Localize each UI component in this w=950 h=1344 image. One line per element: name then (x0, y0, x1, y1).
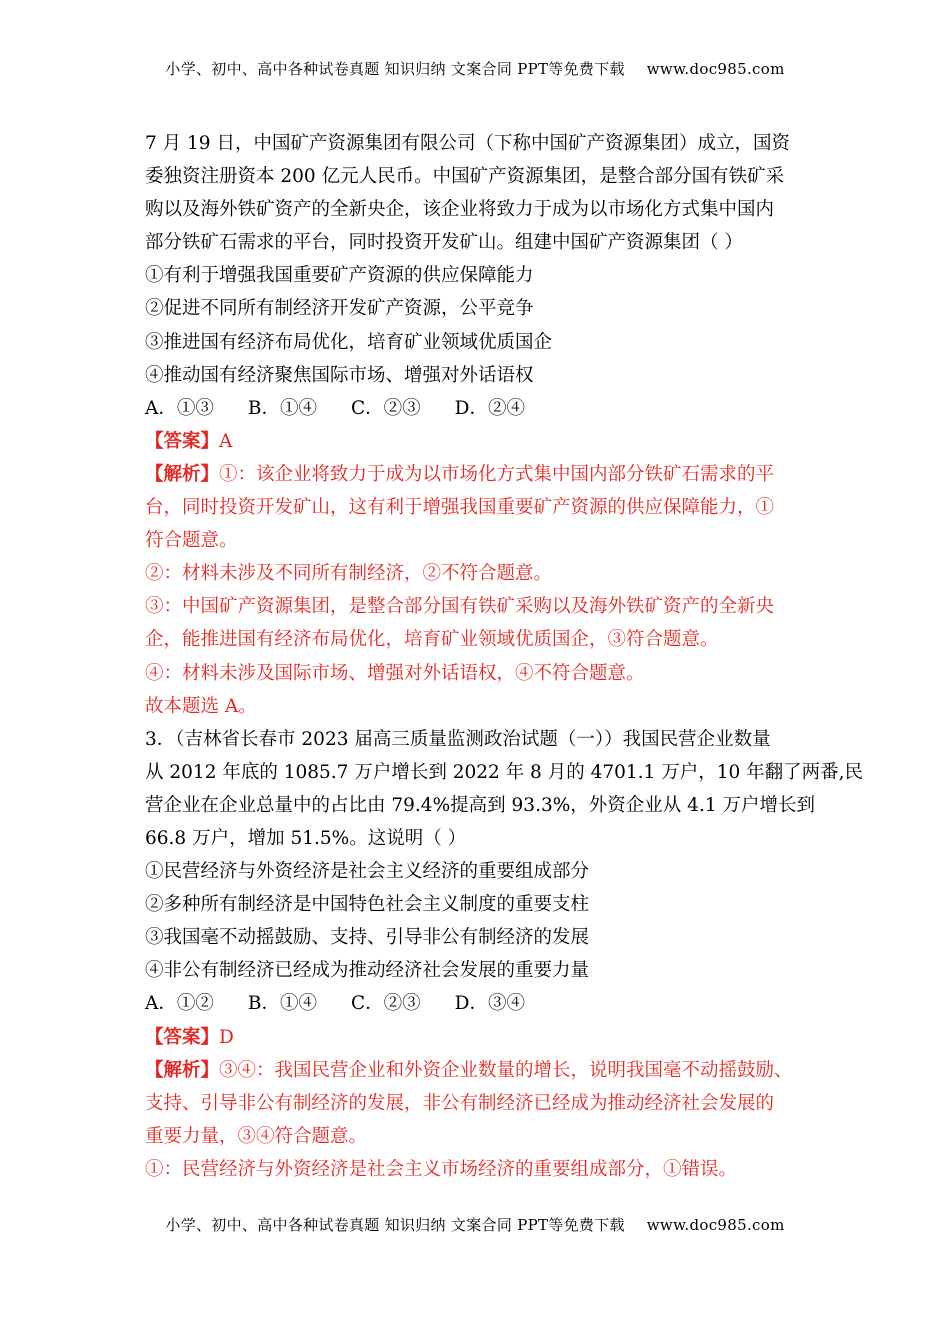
q2-answer (145, 425, 810, 458)
q3-stem-line: 营企业在企业总量中的占比由 79.4%提高到 93.3%，外资企业从 4.1 万户增长到 (145, 794, 815, 816)
q3-option-b: B．①④ (247, 993, 317, 1015)
q2-statement: ②促进不同所有制经济开发矿产资源，公平竞争 (145, 298, 534, 320)
q2-stem-line: 委独资注册资本 200 亿元人民币。中国矿产资源集团，是整合部分国有铁矿采 (145, 166, 785, 188)
q3-answer-tag: 【答案】 (145, 1026, 220, 1048)
page-footer (0, 1214, 950, 1235)
q3-analysis-line: ③④：我国民营企业和外资企业数量的增长，说明我国毫不动摇鼓励、 (219, 1059, 793, 1081)
q3-options (145, 987, 810, 1020)
q3-option-a: A．①② (145, 993, 214, 1015)
footer-text: 小学、初中、高中各种试卷真题 知识归纳 文案合同 PPT等免费下载 (165, 1216, 625, 1234)
q2-answer-tag: 【答案】 (145, 430, 220, 452)
q2-option-b: B．①④ (247, 397, 317, 419)
q2-analysis-line: ④：材料未涉及国际市场、增强对外话语权，④不符合题意。 (145, 662, 645, 684)
q2-stem (145, 127, 810, 259)
footer-site: www.doc985.com (646, 1216, 785, 1234)
q3-analysis-line: 支持、引导非公有制经济的发展，非公有制经济已经成为推动经济社会发展的 (145, 1092, 775, 1114)
q3-statements (145, 855, 810, 987)
q2-analysis-tag: 【解析】 (145, 463, 220, 485)
q3-analysis-tag: 【解析】 (145, 1059, 220, 1081)
q2-analysis-line: 台，同时投资开发矿山，这有利于增强我国重要矿产资源的供应保障能力，① (145, 497, 775, 519)
q3-stem-line: 66.8 万户，增加 51.5%。这说明（ ） (145, 827, 467, 849)
q2-statement: ①有利于增强我国重要矿产资源的供应保障能力 (145, 265, 534, 287)
q3-option-c: C．②③ (350, 993, 421, 1015)
header-site: www.doc985.com (646, 60, 785, 78)
q3-statement: ③我国毫不动摇鼓励、支持、引导非公有制经济的发展 (145, 927, 590, 949)
q2-stem-line: 部分铁矿石需求的平台，同时投资开发矿山。组建中国矿产资源集团（ ） (145, 232, 743, 254)
q3-answer (145, 1021, 810, 1054)
q2-statement: ③推进国有经济布局优化，培育矿业领域优质国企 (145, 331, 553, 353)
q3-answer-value: D (219, 1026, 234, 1048)
document-body (145, 127, 864, 1186)
q2-analysis-line: ②：材料未涉及不同所有制经济，②不符合题意。 (145, 563, 553, 585)
q2-statements (145, 259, 810, 391)
q2-statement: ④推动国有经济聚焦国际市场、增强对外话语权 (145, 364, 534, 386)
q2-stem-line: 7 月 19 日，中国矿产资源集团有限公司（下称中国矿产资源集团）成立，国资 (145, 133, 790, 154)
q2-analysis (145, 458, 810, 723)
q2-analysis-line: 故本题选 A。 (145, 695, 257, 717)
q2-analysis-line: ①：该企业将致力于成为以市场化方式集中国内部分铁矿石需求的平 (219, 463, 775, 485)
q3-stem (145, 723, 864, 855)
page-header (0, 58, 950, 79)
q3-stem-line: 从 2012 年底的 1085.7 万户增长到 2022 年 8 月的 4701.1 万户，10 年翻了两番,民 (145, 761, 864, 783)
q2-option-a: A．①③ (145, 397, 214, 419)
q3-analysis (145, 1054, 810, 1186)
header-text: 小学、初中、高中各种试卷真题 知识归纳 文案合同 PPT等免费下载 (165, 60, 625, 78)
q3-statement: ①民营经济与外资经济是社会主义经济的重要组成部分 (145, 861, 590, 883)
q3-analysis-line: 重要力量，③④符合题意。 (145, 1125, 368, 1147)
q2-analysis-line: ③：中国矿产资源集团，是整合部分国有铁矿采购以及海外铁矿资产的全新央 (145, 596, 775, 618)
q2-options (145, 392, 810, 425)
q2-option-d: D．②④ (454, 397, 525, 419)
q2-option-c: C．②③ (350, 397, 421, 419)
q2-stem-line: 购以及海外铁矿资产的全新央企，该企业将致力于成为以市场化方式集中国内 (145, 199, 775, 221)
q2-analysis-line: 企，能推进国有经济布局优化，培育矿业领域优质国企，③符合题意。 (145, 629, 719, 651)
q3-statement: ④非公有制经济已经成为推动经济社会发展的重要力量 (145, 960, 590, 982)
q3-stem-line: 3．（吉林省长春市 2023 届高三质量监测政治试题（一））我国民营企业数量 (145, 728, 771, 750)
q3-analysis-line: ①：民营经济与外资经济是社会主义市场经济的重要组成部分，①错误。 (145, 1158, 738, 1180)
q2-answer-value: A (219, 430, 233, 452)
q2-analysis-line: 符合题意。 (145, 530, 238, 552)
q3-option-d: D．③④ (454, 993, 525, 1015)
q3-statement: ②多种所有制经济是中国特色社会主义制度的重要支柱 (145, 894, 590, 916)
